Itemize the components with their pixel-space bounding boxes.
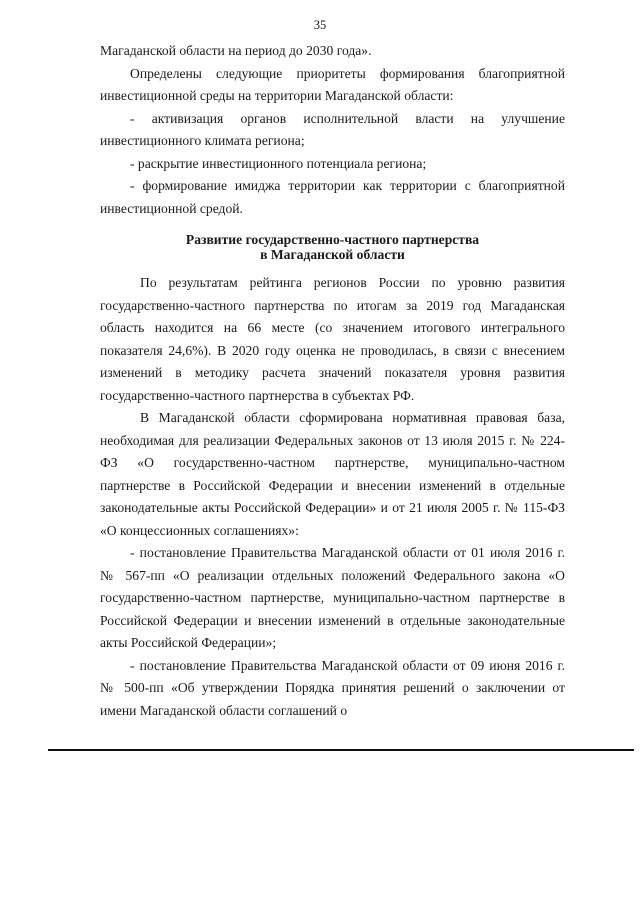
document-body <box>100 40 565 722</box>
list-item-resolution-567: - постановление Правительства Магаданской области от 01 июля 2016 г. № 567-пп «О реализации отдельных положений Федерального закона «О государственно-частном партнерстве, муниципально-частном партнерстве в Российской Федерации и внесении изменений в отдельные законодательные акты Российской Федерации»; <box>100 545 565 650</box>
section-heading <box>100 232 565 262</box>
paragraph-continuation: Магаданской области на период до 2030 года». <box>100 43 372 58</box>
list-item-image: - формирование имиджа территории как территории с благоприятной инвестиционной средой. <box>100 178 565 216</box>
list-item-activization: - активизация органов исполнительной власти на улучшение инвестиционного климата региона; <box>100 110 565 148</box>
paragraph-rating: По результатам рейтинга регионов России по уровню развития государственно-частного партнерства по итогам за 2019 год Магаданская область находится на 66 месте (со значением итогового интегрального показателя 24,6%). В 2020 году оценка не проводилась, в связи с внесением изменений в методику расчета значений показателя уровня развития государственно-частного партнерства в субъектах РФ. <box>100 275 565 403</box>
list-item-potential: - раскрытие инвестиционного потенциала региона; <box>130 155 427 171</box>
paragraph-priorities-intro: Определены следующие приоритеты формирования благоприятной инвестиционной среды на территории Магаданской области: <box>100 65 565 103</box>
list-item-resolution-500: - постановление Правительства Магаданской области от 09 июня 2016 г. № 500-пп «Об утверждении Порядка принятия решений о заключении от имени Магаданской области соглашений о <box>100 657 565 718</box>
section-heading-line-2: в Магаданской области <box>260 247 405 262</box>
section-heading-line-1: Развитие государственно-частного партнерства <box>185 232 480 247</box>
page-bottom-rule <box>48 749 634 751</box>
paragraph-legal-base: В Магаданской области сформирована нормативная правовая база, необходимая для реализации Федеральных законов от 13 июля 2015 г. № 224-ФЗ «О государственно-частном партнерстве, муниципально-частном партнерстве в Российской Федерации и внесении изменений в отдельные законодательные акты Российской Федерации» и от 21 июля 2005 г. № 115-ФЗ «О концессионных соглашениях»: <box>100 410 565 538</box>
page-number: 35 <box>313 18 327 32</box>
